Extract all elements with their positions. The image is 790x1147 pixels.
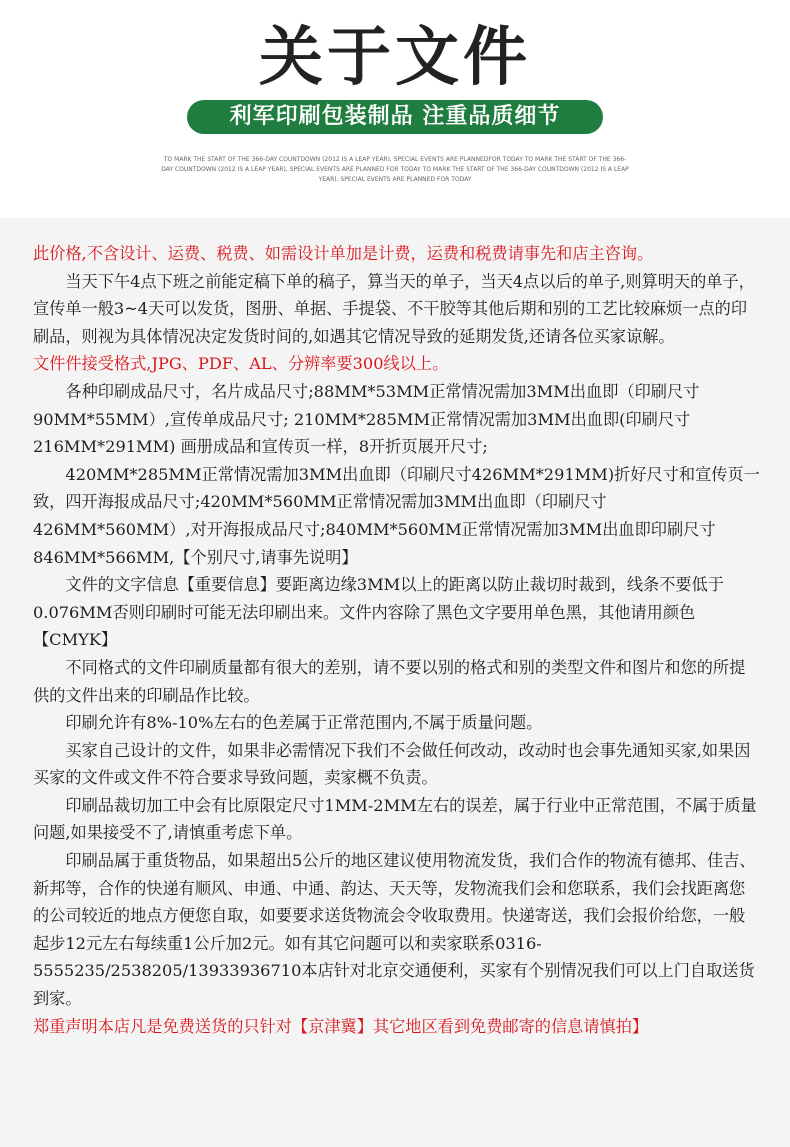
formats-notice: 文件件接受格式,JPG、PDF、AL、分辨率要300线以上。 — [33, 354, 449, 374]
price-notice: 此价格,不含设计、运费、税费、如需设计单加是计费，运费和税费请事先和店主咨询。 — [33, 244, 654, 263]
page-title: 关于文件 — [259, 21, 531, 95]
slogan-banner: 利军印刷包装制品 注重品质细节 — [187, 100, 603, 134]
shipping-paragraph: 印刷品属于重货物品，如果超出5公斤的地区建议使用物流发货，我们合作的物流有德邦、佳吉、新邦等，合作的快递有顺风、申通、中通、韵达、天天等，发物流我们会和您联系，我们会找距离您的公司较近的地点方便您自取，如要要求送货物流会令收取费用。快递寄送，我们会报价给您，一般起步12元左右每续重1公斤加2元。如有其它问题可以和卖家联系0316-5555235/2538205/13933936710本店针对北京交通便利，买家有个别情况我们可以上门自取送货到家。 — [33, 851, 756, 1009]
buyer-design-paragraph: 买家自己设计的文件，如果非必需情况下我们不会做任何改动，改动时也会事先通知买家,如果因买家的文件或文件不符合要求导致问题，卖家概不负责。 — [33, 740, 751, 788]
final-notice: 郑重声明本店凡是免费送货的只针对【京津冀】其它地区看到免费邮寄的信息请慎拍】 — [33, 1016, 649, 1036]
header — [0, 0, 790, 218]
sizes-paragraph-2: 420MM*285MM正常情况需加3MM出血即（印刷尺寸426MM*291MM)折好尺寸和宣传页一致，四开海报成品尺寸;420MM*560MM正常情况需加3MM出血即（印刷尺寸426MM*560MM）,对开海报成品尺寸;840MM*560MM正常情况需加3MM出血即印刷尺寸846MM*566MM,【个别尺寸,请事先说明】 — [33, 464, 760, 567]
delivery-paragraph: 当天下午4点下班之前能定稿下单的稿子，算当天的单子，当天4点以后的单子,则算明天的单子，宣传单一般3~4天可以发货，图册、单据、手提袋、不干胶等其他后期和别的工艺比较麻烦一点的印刷品，则视为具体情况决定发货时间的,如遇其它情况导致的延期发货,还请各位买家谅解。 — [33, 271, 755, 346]
text-info-paragraph: 文件的文字信息【重要信息】要距离边缘3MM以上的距离以防止裁切时裁到，线条不要低于0.076MM否则印刷时可能无法印刷出来。文件内容除了黑色文字要用单色黑，其他请用颜色【CMYK】 — [33, 575, 724, 650]
format-quality-paragraph: 不同格式的文件印刷质量都有很大的差别，请不要以别的格式和别的类型文件和图片和您的所提供的文件出来的印刷品作比较。 — [33, 657, 746, 705]
color-difference-paragraph: 印刷允许有8%-10%左右的色差属于正常范围内,不属于质量问题。 — [65, 713, 543, 733]
cutting-paragraph: 印刷品裁切加工中会有比原限定尺寸1MM-2MM左右的误差，属于行业中正常范围，不属于质量问题,如果接受不了,请慎重考虑下单。 — [33, 795, 757, 843]
content-panel — [0, 218, 790, 1147]
sizes-paragraph: 各种印刷成品尺寸，名片成品尺寸;88MM*53MM正常情况需加3MM出血即（印刷尺寸90MM*55MM）,宣传单成品尺寸; 210MM*285MM正常情况需加3MM出血即(印刷尺寸216MM*291MM) 画册成品和宣传页一样，8开折页展开尺寸; — [33, 381, 700, 457]
tagline-text: TO MARK THE START OF THE 366-DAY COUNTDOWN (2012 IS A LEAP YEAR), SPECIAL EVENTS ARE PLANNEDFOR TODAY TO MARK THE START OF THE 366-DAY COUNTDOWN (2012 IS A LEAP YEAR), SPECIAL EVENTS ARE PLANNED FOR TODAY TO MARK THE START OF THE 366-DAY COUNTDOWN (2012 IS A LEAP YEAR), SPECIAL EVENTS ARE PLANNED FOR TODAY — [161, 156, 629, 183]
notice-text — [33, 240, 760, 1040]
